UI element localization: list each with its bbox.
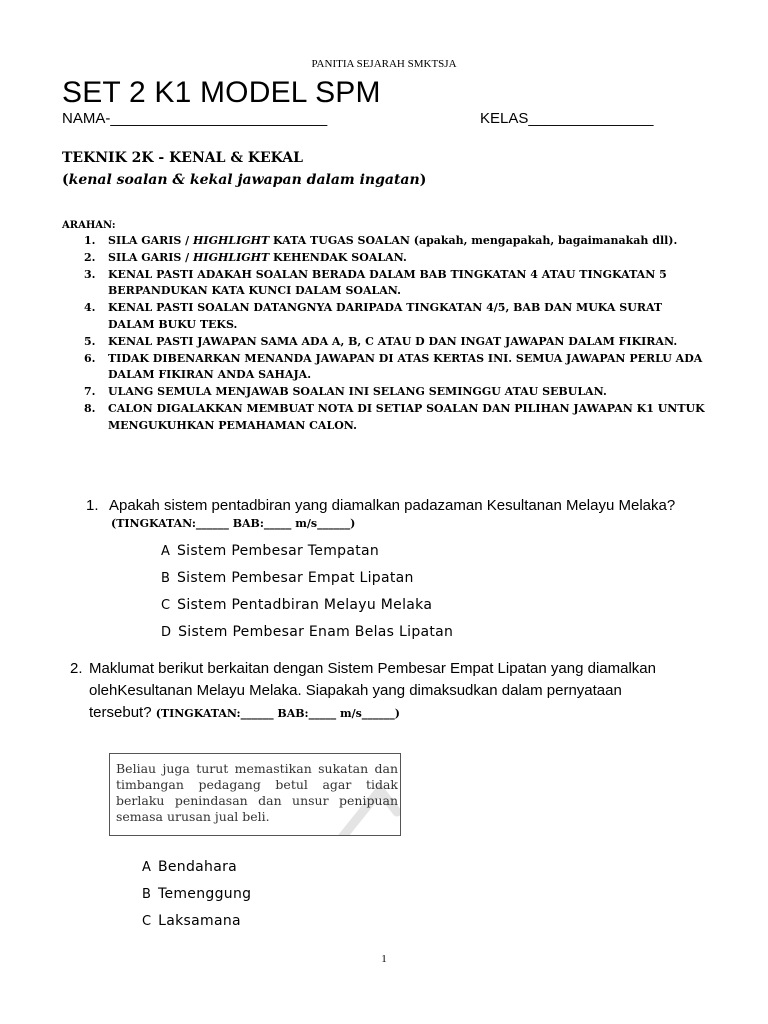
instruction-text: CALON DIGALAKKAN MEMBUAT NOTA DI SETIAP SOALAN DAN PILIHAN JAWAPAN K1 UNTUK MENGUKUHKAN PEMAHAMAN CALON.	[108, 401, 705, 432]
technique-title: TEKNIK 2K - KENAL & KEKAL	[62, 150, 303, 166]
instruction-item	[62, 300, 712, 334]
option-a	[161, 540, 453, 567]
instruction-number: 7.	[84, 385, 96, 399]
instruction-item	[62, 334, 712, 351]
option-a	[142, 856, 251, 883]
instructions-label: ARAHAN:	[62, 220, 116, 231]
instruction-number: 5.	[84, 334, 96, 348]
instruction-emphasis: HIGHLIGHT	[193, 250, 270, 264]
instruction-number: 6.	[84, 351, 96, 365]
page-number: 1	[381, 953, 387, 965]
instruction-text: KENAL PASTI ADAKAH SOALAN BERADA DALAM BAB TINGKATAN 4 ATAU TINGKATAN 5 BERPANDUKAN KATA KUNCI DALAM SOALAN.	[108, 267, 667, 298]
option-letter: D	[161, 625, 172, 640]
question-2-line: Maklumat berikut berkaitan dengan Sistem Pembesar Empat Lipatan yang diamalkan	[89, 660, 656, 677]
instruction-number: 8.	[84, 401, 96, 415]
instruction-item	[62, 384, 712, 401]
question-1-reference-tag: (TINGKATAN:______ BAB:_____ m/s______)	[111, 517, 356, 530]
instruction-number: 2.	[84, 250, 96, 264]
option-text: Sistem Pembesar Empat Lipatan	[176, 570, 414, 586]
instruction-number: 3.	[84, 267, 96, 281]
instruction-text: KENAL PASTI SOALAN DATANGNYA DARIPADA TINGKATAN 4/5, BAB DAN MUKA SURAT DALAM BUKU TEKS.	[108, 301, 663, 331]
option-letter: B	[142, 887, 152, 902]
question-2-options	[142, 856, 251, 937]
department-header: PANITIA SEJARAH SMKTSJA	[311, 58, 457, 70]
instruction-text: ULANG SEMULA MENJAWAB SOALAN INI SELANG SEMINGGU ATAU SEBULAN.	[108, 385, 607, 399]
instruction-text: KEHENDAK SOALAN.	[269, 250, 407, 264]
question-2-text	[89, 658, 709, 725]
instruction-text: KENAL PASTI JAWAPAN SAMA ADA A, B, C ATAU D DAN INGAT JAWAPAN DALAM FIKIRAN.	[108, 334, 678, 348]
instruction-text: KATA TUGAS SOALAN (apakah, mengapakah, bagaimanakah dll).	[269, 234, 678, 247]
instruction-text: SILA GARIS /	[108, 234, 194, 247]
instruction-item	[62, 351, 712, 385]
option-letter: A	[161, 544, 171, 559]
instruction-text: TIDAK DIBENARKAN MENANDA JAWAPAN DI ATAS KERTAS INI. SEMUA JAWAPAN PERLU ADA DALAM FIKIRAN ANDA SAHAJA.	[108, 351, 703, 382]
option-letter: A	[142, 860, 152, 875]
question-1-options	[161, 540, 453, 648]
instructions-list	[62, 233, 712, 435]
instruction-item	[62, 267, 712, 301]
question-1-number: 1.	[86, 497, 99, 514]
option-letter: C	[142, 914, 152, 929]
option-text: Sistem Pembesar Enam Belas Lipatan	[178, 624, 454, 640]
option-d	[161, 621, 453, 648]
subtitle-open-paren: (	[62, 172, 69, 188]
class-field-label: KELAS_______________	[480, 110, 654, 127]
instruction-item	[62, 401, 712, 435]
document-title: SET 2 K1 MODEL SPM	[62, 76, 381, 109]
question-2-line-text: tersebut?	[89, 704, 152, 721]
technique-subtitle	[62, 172, 426, 188]
option-b	[142, 883, 251, 910]
instruction-number: 1.	[84, 234, 96, 247]
name-field-label: NAMA-__________________________	[62, 110, 328, 127]
instruction-item	[62, 250, 712, 267]
option-c	[161, 594, 453, 621]
subtitle-close-paren: )	[419, 172, 427, 188]
question-1-text: Apakah sistem pentadbiran yang diamalkan padazaman Kesultanan Melayu Melaka?	[109, 497, 676, 514]
question-2-line: olehKesultanan Melayu Melaka. Siapakah yang dimaksudkan dalam pernyataan	[89, 682, 622, 699]
instruction-text: SILA GARIS /	[108, 250, 194, 264]
option-text: Temenggung	[157, 886, 252, 902]
option-b	[161, 567, 453, 594]
option-letter: B	[161, 571, 171, 586]
question-2-line	[89, 702, 709, 725]
option-text: Sistem Pentadbiran Melayu Melaka	[177, 597, 433, 613]
subtitle-text: kenal soalan & kekal jawapan dalam ingatan	[68, 172, 420, 188]
instruction-emphasis: HIGHLIGHT	[193, 234, 270, 247]
option-c	[142, 910, 251, 937]
option-text: Laksamana	[158, 913, 241, 929]
question-2-reference-tag: (TINGKATAN:______ BAB:_____ m/s______)	[155, 707, 400, 720]
instruction-item	[62, 233, 712, 250]
option-text: Sistem Pembesar Tempatan	[176, 543, 380, 559]
option-letter: C	[161, 598, 171, 613]
stimulus-text: Beliau juga turut memastikan sukatan dan timbangan pedagang betul agar tidak berlaku penindasan dan unsur penipuan semasa urusan jual beli.	[116, 761, 398, 824]
stimulus-box	[109, 753, 401, 836]
instruction-number: 4.	[84, 301, 96, 315]
question-2-number: 2.	[70, 660, 83, 677]
option-text: Bendahara	[157, 859, 238, 875]
